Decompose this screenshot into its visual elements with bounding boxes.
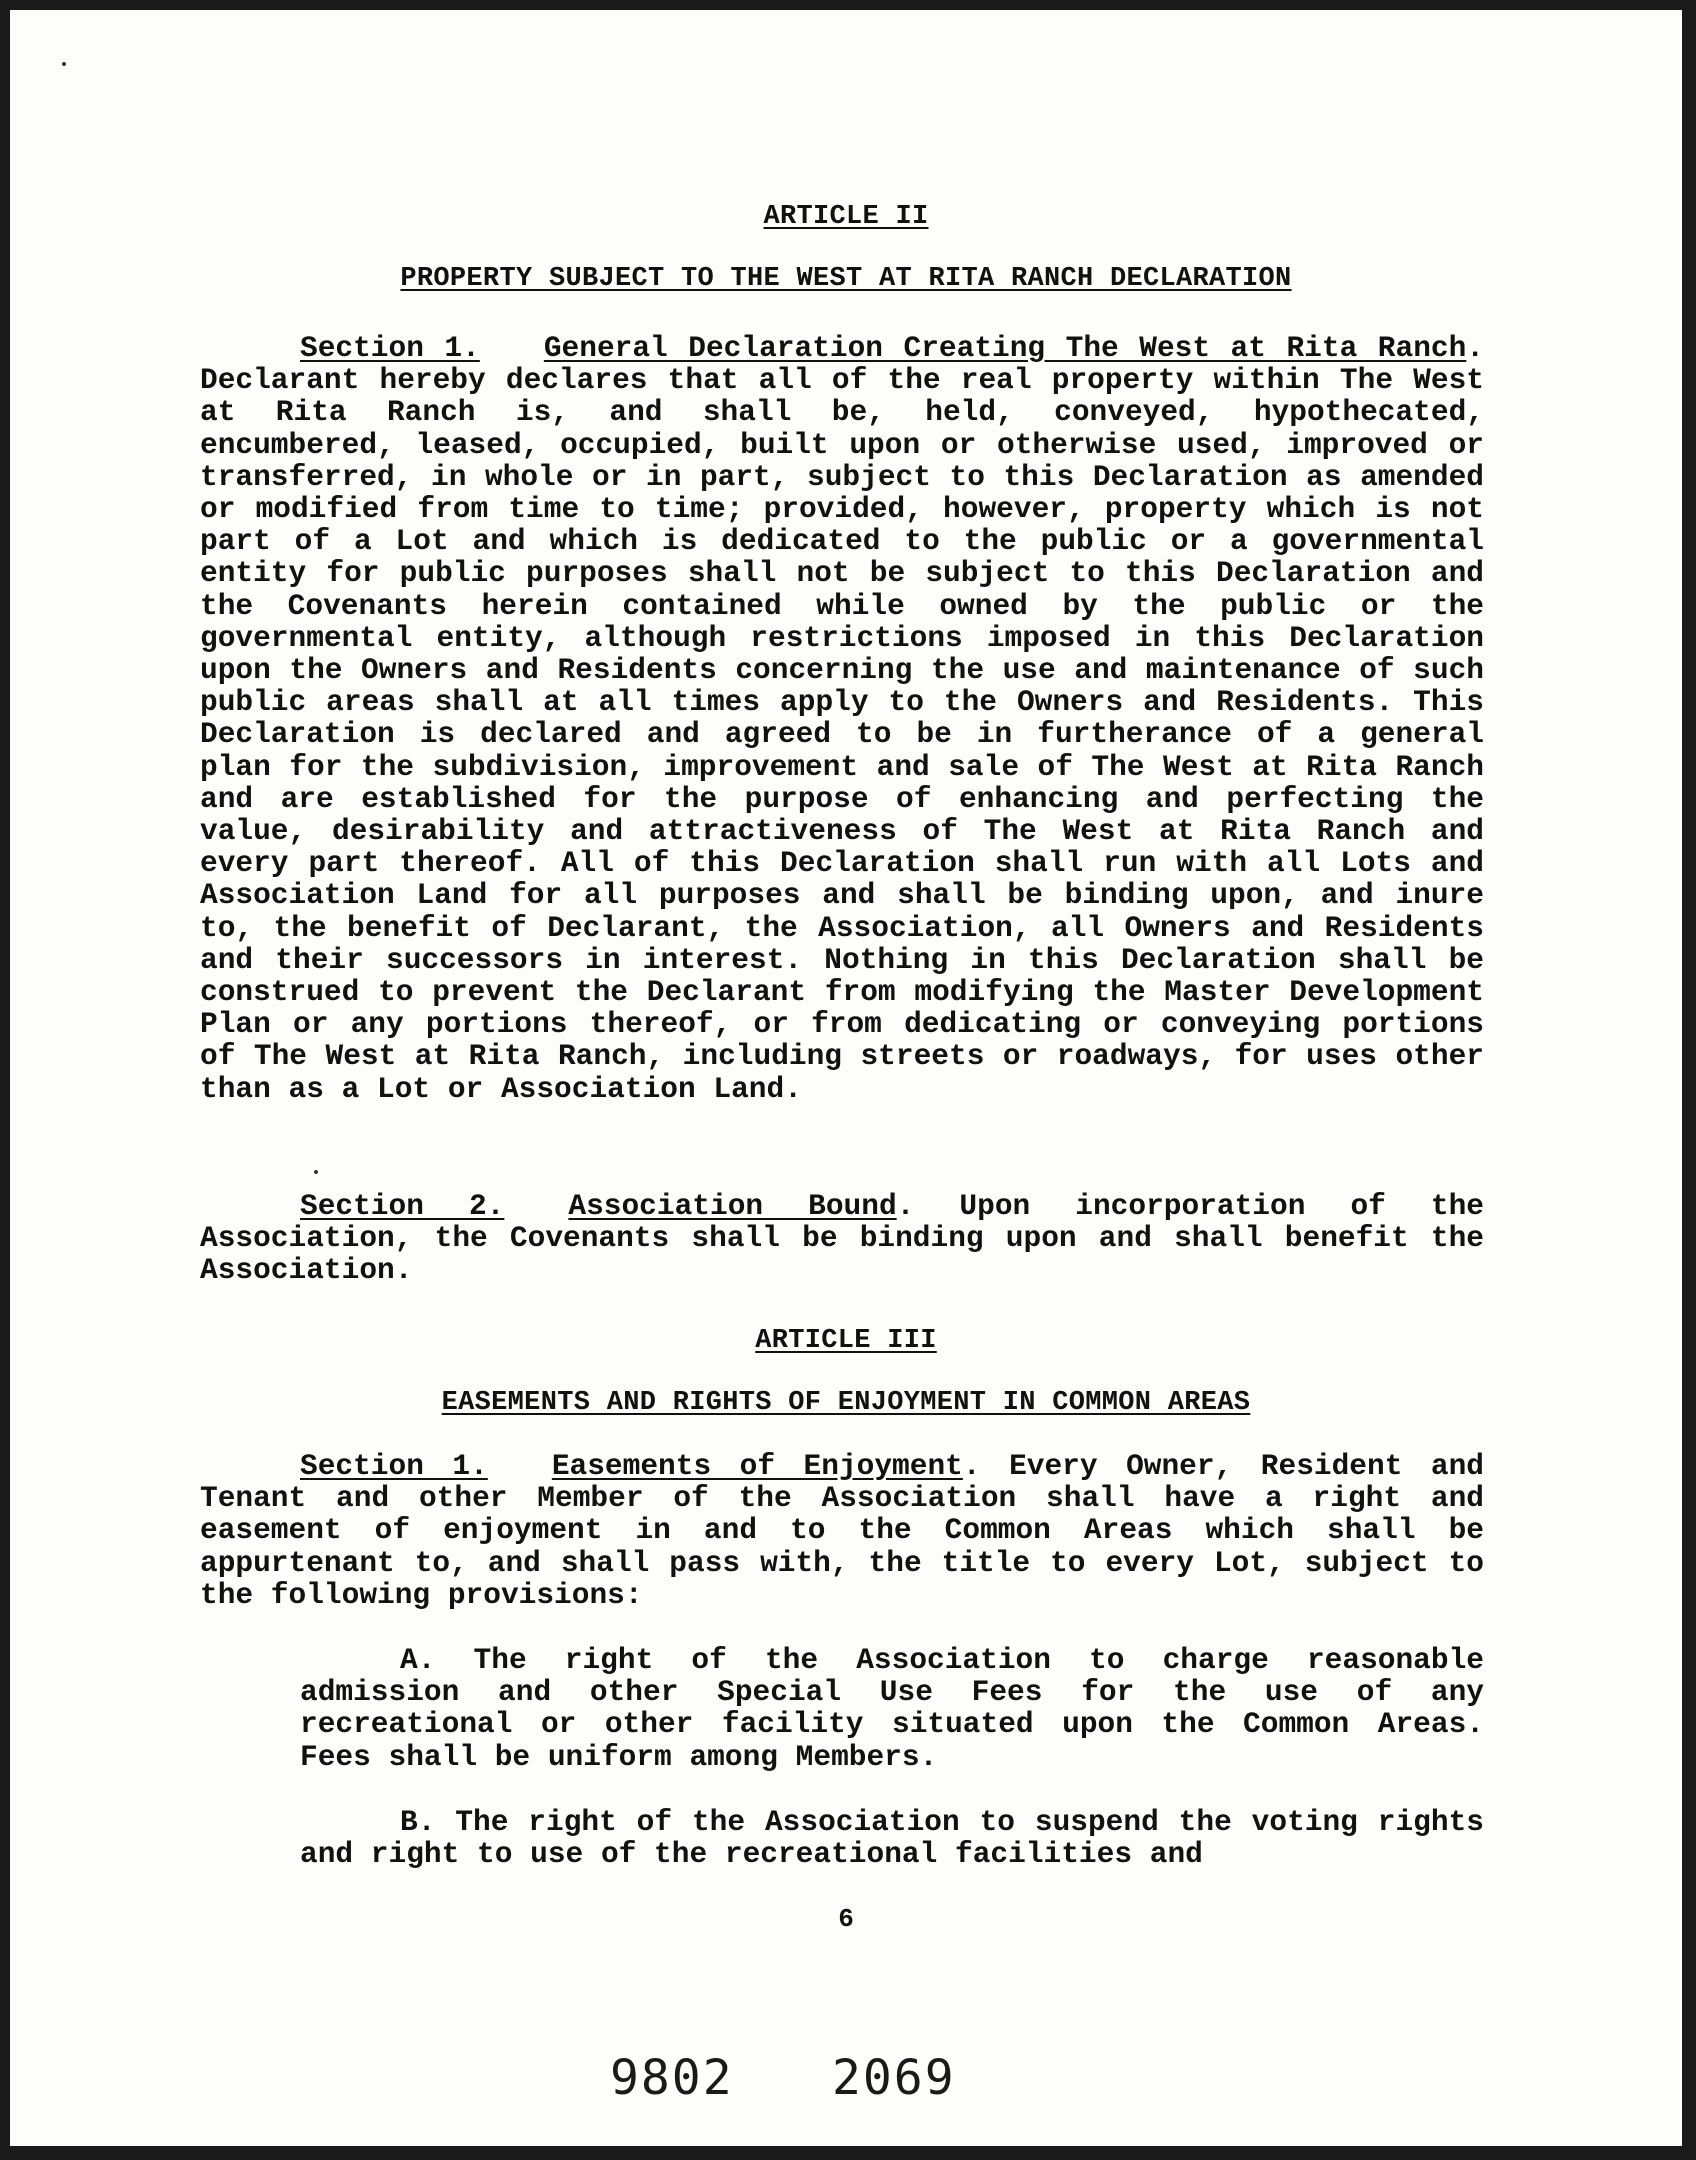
section-title: Association Bound [568, 1189, 897, 1223]
article-iii-subtitle: EASEMENTS AND RIGHTS OF ENJOYMENT IN COMMON AREAS [441, 1388, 1251, 1418]
provision-a: A. The right of the Association to charge reasonable admission and other Special Use Fees for the use of any recreational or other facility situated upon the Common Areas. Fees shall be uniform among Members. [300, 1643, 1484, 1774]
document-number-right: 2069 [832, 2050, 956, 2106]
section-body: . Every Owner, Resident and Tenant and other Member of the Association shall have a right and easement of enjoyment in and to the Common Areas which shall be appurtenant to, and shall pass with, the title to every Lot, subject to the following provisions: [200, 1449, 1485, 1612]
article-ii-title: ARTICLE II [763, 202, 929, 232]
provision-b: B. The right of the Association to suspend the voting rights and right to use of the recreational facilities and [300, 1805, 1484, 1872]
article-ii-subtitle: PROPERTY SUBJECT TO THE WEST AT RITA RANCH DECLARATION [400, 264, 1292, 294]
section-label: Section 1. [300, 1449, 488, 1483]
document-number-left: 9802 [610, 2050, 734, 2106]
scan-speck [62, 62, 66, 66]
article-ii-section-1 [200, 332, 1484, 1105]
section-body: . Declarant hereby declares that all of the real property within The West at Rita Ranch is, and shall be, held, conveyed, hypothecated, encumbered, leased, occupied, built upon or otherwise used, improved or transferred, in whole or in part, subject to this Declaration as amended or modified from time to time; provided, however, property which is not part of a Lot and which is dedicated to the public or a governmental entity for public purposes shall not be subject to this Declaration and the Covenants herein contained while owned by the public or the governmental entity, although restrictions imposed in this Declaration upon the Owners and Residents concerning the use and maintenance of such public areas shall at all times apply to the Owners and Residents. This Declaration is declared and agreed to be in furtherance of a general plan for the subdivision, improvement and sale of The West at Rita Ranch and are established for the purpose of enhancing and perfecting the value, desirability and attractiveness of The West at Rita Ranch and every part thereof. All of this Declaration shall run with all Lots and Association Land for all purposes and shall be binding upon, and inure to, the benefit of Declarant, the Association, all Owners and Residents and their successors in interest. Nothing in this Declaration shall be construed to prevent the Declarant from modifying the Master Development Plan or any portions thereof, or from dedicating or conveying portions of The West at Rita Ranch, including streets or roadways, for uses other than as a Lot or Association Land. [200, 331, 1484, 1106]
article-iii-section-1 [200, 1450, 1484, 1611]
section-title: General Declaration Creating The West at Rita Ranch [543, 331, 1467, 365]
document-page [10, 10, 1682, 2146]
section-body: . Upon incorporation of the Association, the Covenants shall be binding upon and shall benefit the Association. [200, 1189, 1485, 1288]
article-iii-title: ARTICLE III [755, 1326, 937, 1356]
section-title: Easements of Enjoyment [551, 1449, 963, 1483]
section-label: Section 1. [300, 331, 480, 365]
section-label: Section 2. [300, 1189, 505, 1223]
article-ii-section-2 [200, 1190, 1484, 1287]
scan-speck [314, 1170, 318, 1174]
page-number: 6 [838, 1904, 854, 1934]
